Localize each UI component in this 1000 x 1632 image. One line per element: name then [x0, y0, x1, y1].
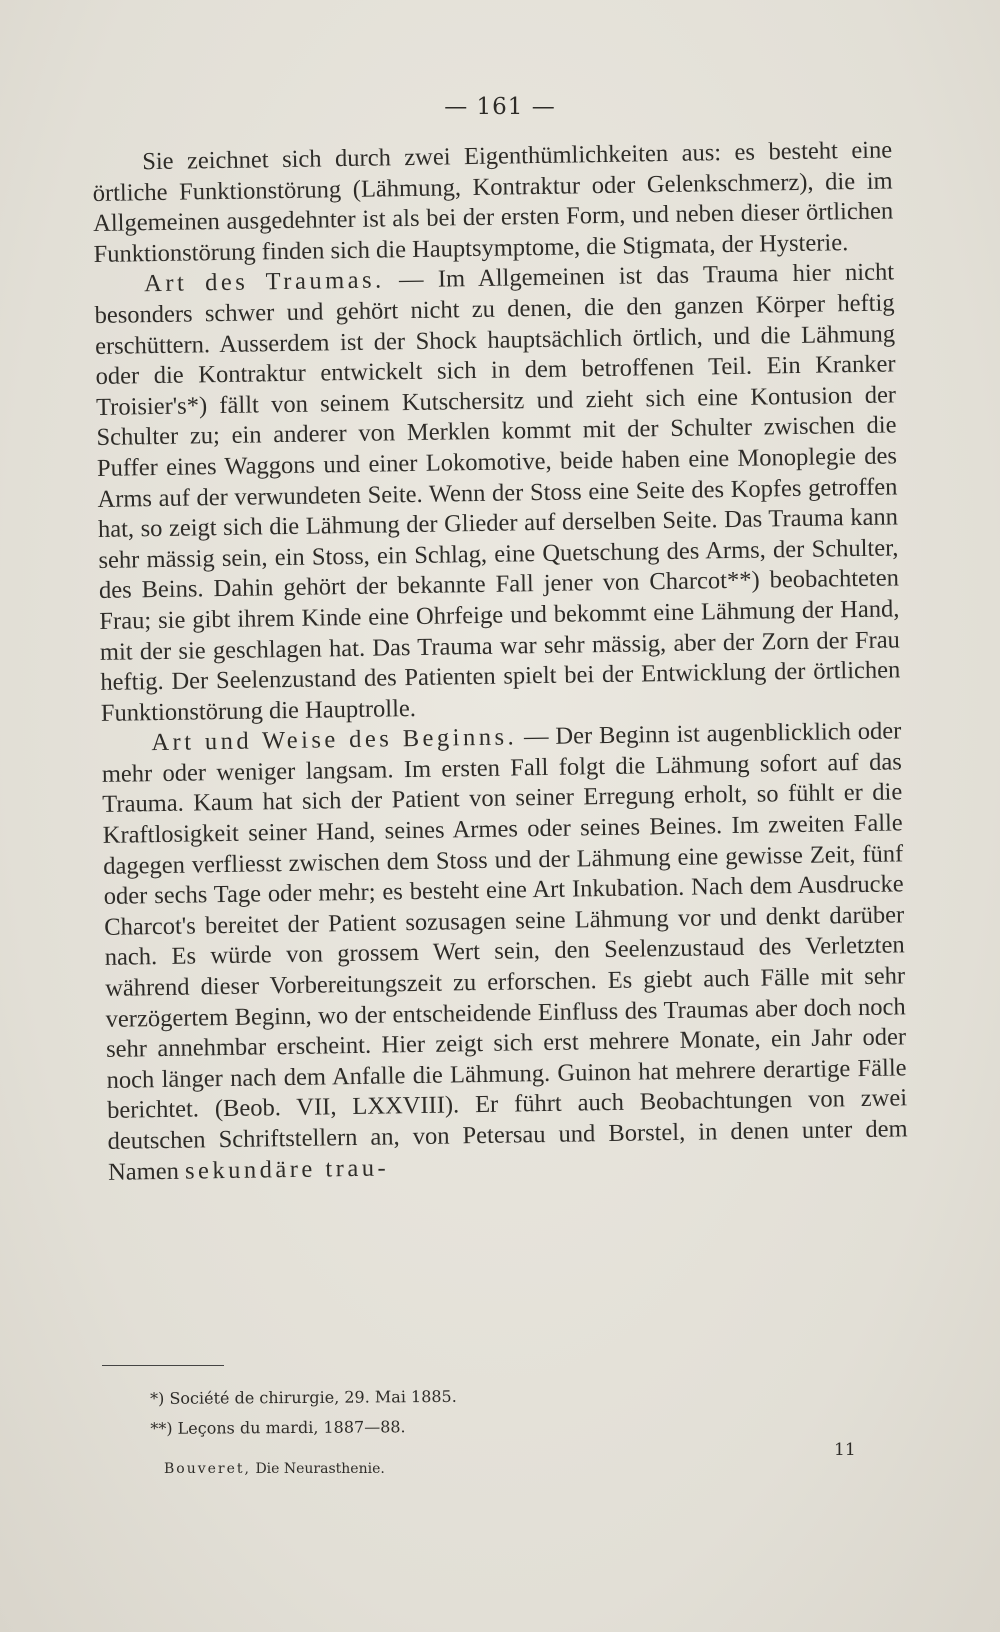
- paragraph-3-spaced-tail: sekundäre trau-: [184, 1154, 390, 1185]
- page-number: — 161 —: [444, 94, 556, 120]
- imprint-author: Bouveret,: [164, 1461, 251, 1477]
- paragraph-3: [101, 717, 908, 1188]
- section-heading-art-und-weise: Art und Weise des Beginns.: [151, 723, 518, 757]
- section-heading-art-des-traumas: Art des Traumas.: [143, 266, 385, 298]
- paragraph-2-text: — Im Allgemeinen ist das Trauma hier nicht besonders schwer und gehört nicht zu denen, die den ganzen Körper heftig erschüttern. Ausserdem ist der Shock hauptsächlich örtlich, und die Lähmung oder die Kontraktur entwickelt sich in dem betroffenen Teil. Ein Kranker Troisier's*) fällt von seinem Kutschersitz und zieht sich eine Kontusion der Schulter zu; ein anderer von Merklen kommt mit der Schulter zwischen die Puffer eines Waggons und einer Lokomotive, beide haben eine Monoplegie des Arms auf der verwundeten Seite. Wenn der Stoss eine Seite des Kopfes getroffen hat, so zeigt sich die Lähmung der Glieder auf derselben Seite. Das Trauma kann sehr mässig sein, ein Stoss, ein Schlag, eine Quetschung des Arms, der Schulter, des Beins. Dahin gehört der bekannte Fall jener von Charcot**) beobachteten Frau; sie gibt ihrem Kinde eine Ohrfeige und bekommt eine Lähmung der Hand, mit der sie geschlagen hat. Das Trauma war sehr mässig, aber der Zorn der Frau heftig. Der Seelenzustand des Patienten spielt bei der Entwicklung der örtlichen Funktionstörung die Hauptrolle.: [94, 258, 901, 727]
- paragraph-1: [92, 135, 894, 270]
- paragraph-1-text: Sie zeichnet sich durch zwei Eigenthümlichkeiten aus: es besteht eine örtliche Funktionstörung (Lähmung, Kontraktur oder Gelenkschmerz), die im Allgemeinen ausgedehnter ist als bei der ersten Form, und neben dieser örtlichen Funktionstörung finden sich die Hauptsymptome, die Stigmata, der Hysterie.: [92, 136, 894, 268]
- imprint: [164, 1461, 385, 1477]
- imprint-title: Die Neurasthenie.: [255, 1461, 385, 1477]
- footnote-1: *) Société de chirurgie, 29. Mai 1885.: [150, 1386, 457, 1408]
- body-text: [92, 135, 908, 1188]
- signature-number: 11: [834, 1440, 856, 1460]
- paragraph-2: [94, 258, 901, 729]
- paragraph-3-text: — Der Beginn ist augenblicklich oder mehr oder weniger langsam. Im ersten Fall folgt die Lähmung sofort auf das Trauma. Kaum hat sich der Patient von seiner Erregung erholt, so fühlt er die Kraftlosigkeit seiner Hand, seines Armes oder seines Beines. Im zweiten Falle dagegen verfliesst zwischen dem Stoss und der Lähmung eine gewisse Zeit, fünf oder sechs Tage oder mehr; es besteht eine Art Inkubation. Nach dem Ausdrucke Charcot's bereitet der Patient sozusagen seine Lähmung vor und denkt darüber nach. Es würde von grossem Wert sein, den Seelenzustaud des Verletzten während dieser Vorbereitungszeit zu erforschen. Es giebt auch Fälle mit sehr verzögertem Beginn, wo der entscheidende Einfluss des Traumas aber doch noch sehr annehmbar erscheint. Hier zeigt sich erst mehrere Monate, ein Jahr oder noch länger nach dem Anfalle die Lähmung. Guinon hat mehrere derartige Fälle berichtet. (Beob. VII, LXXVIII). Er führt auch Beobachtungen von zwei deutschen Schriftstellern an, von Petersau und Borstel, in denen unter dem Namen: [101, 717, 908, 1186]
- footnote-divider: [102, 1365, 224, 1366]
- footnotes: [150, 1380, 750, 1444]
- footnote-2: **) Leçons du mardi, 1887—88.: [150, 1417, 406, 1438]
